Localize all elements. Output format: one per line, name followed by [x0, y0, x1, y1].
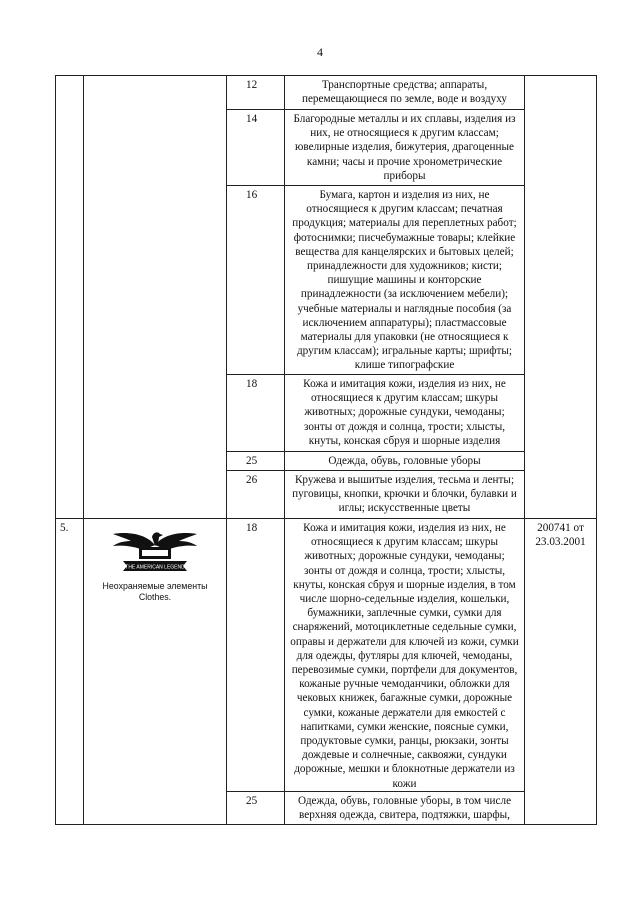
goods-description: Одежда, обувь, головные уборы: [285, 452, 525, 471]
goods-description: Одежда, обувь, головные уборы, в том числе верхняя одежда, свитера, подтяжки, шарфы,: [285, 792, 525, 825]
goods-description: Кожа и имитация кожи, изделия из них, не относящиеся к другим классам; шкуры животных; дорожные сундуки, чемоданы; зонты от дождя и солнца, трости; хлысты, кнуты, конская сбруя и шорные изделия: [285, 375, 525, 452]
eagle-emblem: [109, 525, 201, 573]
goods-description: Кружева и вышитые изделия, тесьма и ленты; пуговицы, кнопки, крючки и блочки, булавки и иглы; искусственные цветы: [285, 471, 525, 519]
goods-description: Бумага, картон и изделия из них, не относящиеся к другим классам; печатная продукция; материалы для переплетных работ; фотоснимки; писчебумажные товары; клейкие вещества для канцелярских и бытовых целей; принадлежности для художников; кисти; пишущие машины и конторские принадлежности (за исключением мебели); учебные материалы и наглядные пособия (за исключением аппаратуры); пластмассовые материалы для упаковки (не относящиеся к другим классам); игральные карты; шрифты; клише типографские: [285, 186, 525, 375]
mark-cell: [84, 76, 227, 519]
trademark-table: [55, 75, 597, 825]
class-number: 25: [227, 792, 285, 825]
class-number: 16: [227, 186, 285, 375]
class-number: 18: [227, 375, 285, 452]
class-number: 26: [227, 471, 285, 519]
table-row: [56, 76, 597, 110]
class-number: 25: [227, 452, 285, 471]
goods-description: Благородные металлы и их сплавы, изделия из них, не относящиеся к другим классам; ювелирные изделия, бижутерия, драгоценные камни; часы и прочие хронометрические приборы: [285, 110, 525, 186]
table-row: [56, 519, 597, 792]
class-number: 14: [227, 110, 285, 186]
goods-description: Транспортные средства; аппараты, перемещающиеся по земле, воде и воздуху: [285, 76, 525, 110]
class-number: 12: [227, 76, 285, 110]
goods-description: Кожа и имитация кожи, изделия из них, не относящиеся к другим классам; шкуры животных; дорожные сундуки, чемоданы; зонты от дождя и солнца, трости; хлысты, кнуты, конская сбруя и шорные изделия, в том числе шорно-седельные изделия, кошельки, бумажники, заплечные сумки, сумки для снаряжений, мотоциклетные седельные сумки, оправы и держатели для ключей из кожи, сумки для одежды, футляры для ключей, чемоданы, перевозимые сумки, портфели для документов, кожаные ручные чемоданчики, обложки для чековых книжек, багажные сумки, дорожные сумки, кожаные держатели для емкостей с напитками, сумки женские, поясные сумки, продуктовые сумки, ранцы, рюкзаки, зонты дождевые и солнечные, саквояжи, сундуки дорожные, мешки и блокнотные держатели из кожи: [285, 519, 525, 792]
mark-caption-line1: Неохраняемые элементы: [102, 581, 208, 591]
registration-number: 200741 от 23.03.2001: [525, 519, 597, 825]
entry-number: 5.: [56, 519, 84, 825]
class-number: 18: [227, 519, 285, 792]
trademark-image-cell: [84, 519, 227, 825]
emblem-text: THE AMERICAN LEGEND: [125, 564, 185, 571]
registration-cell: [525, 76, 597, 519]
entry-number-cell: [56, 76, 84, 519]
page-number: 4: [317, 45, 323, 59]
mark-caption-line2: Clothes.: [138, 592, 172, 602]
